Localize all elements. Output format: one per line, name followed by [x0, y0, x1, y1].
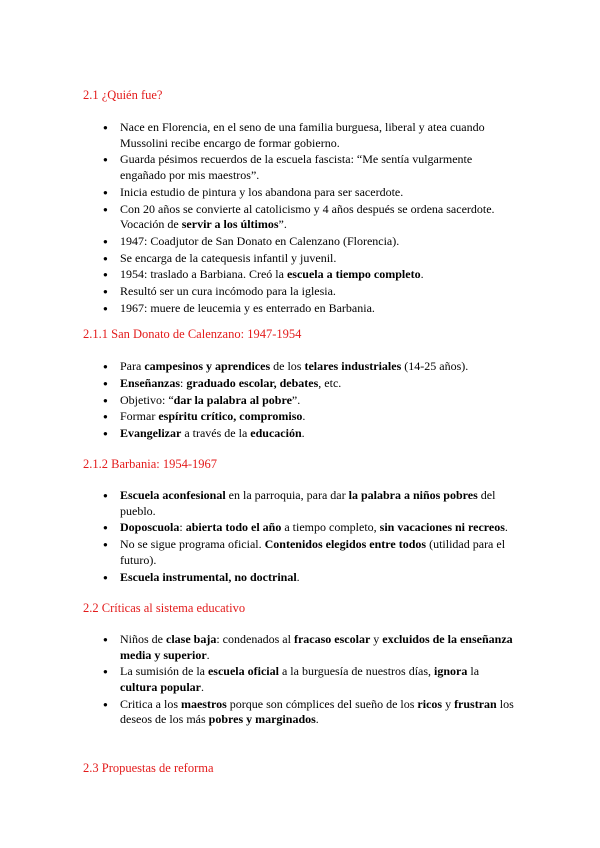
text: .: [296, 569, 300, 584]
list-item: [0, 120, 600, 151]
bullet-list-san-donato: [0, 359, 600, 443]
bold-text: educación: [250, 426, 302, 441]
bold-text: sin vacaciones ni recreos: [379, 520, 505, 535]
text: Con 20 años se convierte al catolicismo y 4 años después se ordena sacerdote. Vocación de: [120, 201, 495, 232]
list-item: [0, 520, 600, 536]
bold-text: dar la palabra al pobre: [173, 392, 292, 407]
text: .: [302, 409, 306, 424]
list-item: [0, 202, 600, 233]
text: Guarda pésimos recuerdos de la escuela fascista: “Me sentía vulgarmente engañado por mis maestros”.: [120, 152, 473, 182]
text: y: [370, 632, 383, 646]
text: .: [201, 679, 205, 694]
bold-text: Contenidos elegidos entre todos: [264, 537, 427, 552]
bold-text: graduado escolar, debates: [186, 375, 319, 390]
bold-text: servir a los últimos: [181, 217, 279, 232]
bold-text: escuela a tiempo completo: [286, 267, 421, 282]
list-item: [0, 359, 600, 375]
text: y: [442, 696, 455, 711]
text: :: [179, 520, 186, 535]
list-item: [0, 426, 600, 442]
section-heading-san-donato: 2.1.1 San Donato de Calenzano: 1947-1954: [83, 327, 302, 341]
list-item: [0, 409, 600, 425]
text: 1947: Coadjutor de San Donato en Calenzano (Florencia).: [120, 233, 400, 248]
list-item: [0, 234, 600, 250]
bold-text: la palabra a niños pobres: [348, 488, 478, 502]
bold-text: Doposcuola: [120, 520, 180, 535]
text: Formar: [120, 409, 159, 424]
text: a través de la: [181, 426, 251, 441]
section-heading-criticas: 2.2 Críticas al sistema educativo: [83, 601, 246, 615]
list-item: [0, 376, 600, 392]
bold-text: telares industriales: [304, 359, 402, 373]
bullet-list-quien-fue: [0, 120, 600, 318]
text: ”.: [278, 217, 287, 232]
bold-text: escuela oficial: [207, 664, 279, 679]
bold-text: campesinos y aprendices: [144, 359, 271, 373]
text: porque son cómplices del sueño de los: [226, 696, 418, 711]
text: 1954: traslado a Barbiana. Creó la: [120, 267, 287, 282]
section-heading-quien-fue: 2.1 ¿Quién fue?: [83, 88, 163, 102]
text: .: [206, 647, 210, 662]
text: la: [467, 664, 480, 679]
bold-text: Escuela instrumental, no doctrinal: [120, 569, 297, 584]
text: Objetivo: “: [120, 392, 174, 407]
bullet-list-barbania: [0, 488, 600, 586]
text: .: [504, 520, 508, 535]
list-item: [0, 697, 600, 728]
text: La sumisión de la: [120, 664, 208, 679]
text: de los: [270, 359, 305, 373]
list-item: [0, 664, 600, 695]
text: : condenados al: [216, 632, 294, 646]
text: Niños de: [120, 632, 166, 646]
bold-text: ignora: [434, 664, 468, 679]
list-item: [0, 488, 600, 519]
text: a la burguesía de nuestros días,: [278, 664, 435, 679]
text: ”.: [291, 392, 301, 407]
list-item: [0, 251, 600, 267]
text: (utilidad para el futuro).: [120, 537, 506, 567]
bold-text: Enseñanzas: [120, 375, 181, 390]
bold-text: clase baja: [166, 632, 217, 646]
list-item: [0, 632, 600, 663]
text: .: [420, 267, 424, 282]
list-item: [0, 393, 600, 409]
list-item: [0, 537, 600, 568]
bullet-list-criticas: [0, 632, 600, 729]
text: .: [301, 426, 305, 441]
text: :: [180, 375, 187, 390]
text: Resultó ser un cura incómodo para la iglesia.: [120, 284, 336, 299]
bold-text: Evangelizar: [120, 426, 182, 441]
section-heading-barbania: 2.1.2 Barbania: 1954-1967: [83, 457, 218, 471]
text: No se sigue programa oficial.: [120, 537, 265, 552]
text: 1967: muere de leucemia y es enterrado en Barbania.: [120, 301, 375, 316]
text: , etc.: [318, 375, 342, 390]
bold-text: espíritu crítico, compromiso: [158, 409, 303, 424]
bold-text: ricos: [417, 696, 443, 711]
bold-text: abierta todo el año: [185, 520, 282, 535]
bold-text: cultura popular: [120, 679, 202, 694]
bold-text: Escuela aconfesional: [120, 488, 226, 502]
list-item: [0, 284, 600, 300]
text: a tiempo completo,: [281, 520, 380, 535]
bold-text: fracaso escolar: [293, 632, 371, 646]
text: Se encarga de la catequesis infantil y juvenil.: [120, 250, 337, 265]
list-item: [0, 152, 600, 183]
text: Inicia estudio de pintura y los abandona para ser sacerdote.: [120, 184, 404, 199]
text: en la parroquia, para dar: [225, 488, 349, 502]
bold-text: excluidos de la enseñanza media y superior: [120, 632, 513, 662]
list-item: [0, 570, 600, 586]
list-item: [0, 301, 600, 317]
list-item: [0, 267, 600, 283]
text: (14-25 años).: [401, 359, 469, 373]
bold-text: maestros: [180, 696, 227, 711]
bold-text: pobres y marginados: [208, 712, 316, 727]
text: .: [315, 712, 319, 727]
text: Critica a los: [120, 696, 181, 711]
text: Para: [120, 359, 145, 373]
section-heading-propuestas: 2.3 Propuestas de reforma: [83, 761, 214, 775]
text: del pueblo.: [120, 488, 496, 518]
text: Nace en Florencia, en el seno de una familia burguesa, liberal y atea cuando Mussolini recibe encargo de formar gobierno.: [120, 120, 485, 150]
text: los deseos de los más: [120, 696, 514, 727]
list-item: [0, 185, 600, 201]
bold-text: frustran: [454, 696, 497, 711]
